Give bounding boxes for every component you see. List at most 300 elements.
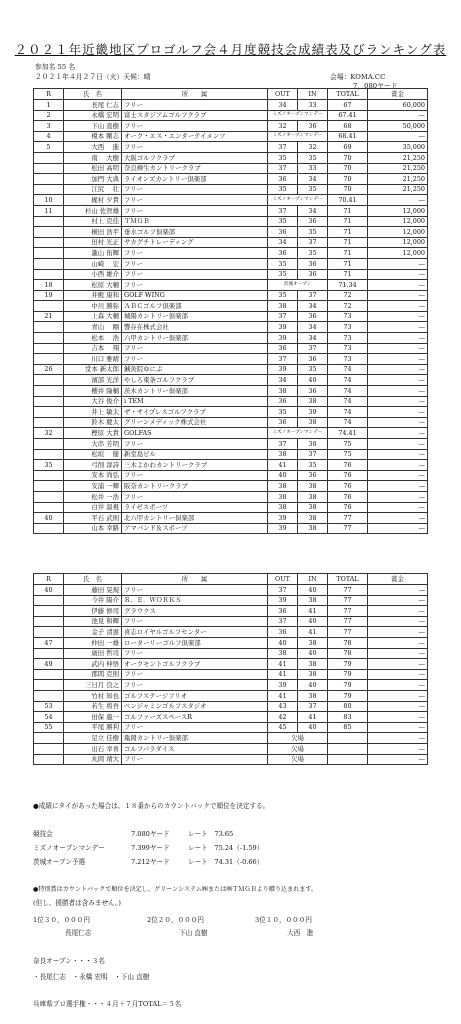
club-cell: 城陽カントリー倶楽部 [122,311,268,322]
total-cell: 79 [328,680,368,691]
total-cell: 73 [328,311,368,322]
rank-cell [34,184,64,195]
rank-cell: 18 [34,280,64,291]
out-score-cell: 39 [268,595,298,606]
player-name-cell: 三日月 良之 [64,680,122,691]
total-header: TOTAL [328,574,368,585]
prize-cell: — [368,701,428,712]
player-name-cell: 下山 直樹 [64,121,122,132]
rank-cell [34,227,64,238]
prize-cell: 12,000 [368,248,428,259]
table-row [34,121,428,132]
player-name-cell: 上森 大輔 [64,311,122,322]
prize-cell: — [368,502,428,513]
rank-cell [34,439,64,450]
total-cell: 74 [328,417,368,428]
player-name-cell: 廣田 哲司 [64,648,122,659]
total-cell: 85 [328,722,368,733]
club-cell: 阪奈カントリークラブ [122,481,268,492]
total-cell: 68.41 [328,131,368,142]
club-cell: フリー [122,669,268,680]
total-cell: 69 [328,142,368,153]
table-row [34,439,428,450]
total-cell: 68 [328,121,368,132]
total-cell: 80 [328,701,368,712]
rank-cell [34,216,64,227]
out-score-cell: 34 [268,237,298,248]
rank-cell [34,237,64,248]
out-score-cell: ミズノオープンマンデー [268,131,328,142]
rank-cell [34,616,64,627]
table-row [34,280,428,291]
rank-cell: 10 [34,195,64,206]
total-cell: 83 [328,712,368,723]
club-cell: 奈良柳生カントリークラブ [122,163,268,174]
rank-cell [34,523,64,534]
player-name-cell: 平石 武則 [64,513,122,524]
tiebreak-note: ●成績にタイがあった場合は、１８番からのカウントバックで順位を決定する。 [33,802,270,810]
prize-cell: — [368,343,428,354]
table-row [34,627,428,638]
player-name-cell: 堂本 新太郎 [64,364,122,375]
player-name-cell: 瀧山 侑輝 [64,248,122,259]
total-cell: 76 [328,481,368,492]
table-row [34,712,428,723]
table-row [34,523,428,534]
in-score-cell: 41 [298,606,328,617]
rank-cell: 53 [34,701,64,712]
prize-cell: 12,000 [368,216,428,227]
prize-cell: 21,250 [368,163,428,174]
table-row [34,237,428,248]
total-cell: 71 [328,258,368,269]
player-name-cell: 池見 和輝 [64,616,122,627]
table-row [34,449,428,460]
in-score-cell: 38 [298,502,328,513]
prize-cell: 12,000 [368,227,428,238]
in-score-cell: 37 [298,237,328,248]
prize-cell: 12,000 [368,237,428,248]
prize-cell: — [368,491,428,502]
in-score-cell: 37 [298,290,328,301]
rank-cell: 40 [34,585,64,596]
prize-cell: — [368,364,428,375]
player-name-cell: 小西 雄介 [64,269,122,280]
club-cell: フリー [122,248,268,259]
rank-cell: 5 [34,142,64,153]
total-cell: 67 [328,100,368,111]
prize-cell: — [368,743,428,754]
table-header [34,89,428,100]
in-score-cell: 34 [298,333,328,344]
prize-cell: — [368,659,428,670]
player-name-cell: 川口 雅晴 [64,354,122,365]
total-cell: 76 [328,491,368,502]
special-award-note: ●特別賞はカウントバックで順位を決定し、グリーンシステム㈱または㈱ＴＭＧＢより贈り込まれます。 [33,886,318,893]
player-name-cell: 松田 高明 [64,163,122,174]
total-cell: 73 [328,354,368,365]
rank-cell [34,680,64,691]
club-cell: 茨木カントリー倶楽部 [122,386,268,397]
prize-cell: — [368,322,428,333]
player-name-cell: 大西 進 [64,142,122,153]
rank-cell: 54 [34,712,64,723]
table-row [34,407,428,418]
prize-cell: 35,000 [368,142,428,153]
club-cell: i TEM [122,396,268,407]
total-cell: 77 [328,585,368,596]
player-name-cell: 榎本 剛志 [64,131,122,142]
total-cell: 77 [328,523,368,534]
club-cell: ローターリーゴルフ倶楽部 [122,637,268,648]
club-cell: ベンジャミンゴルフスタジオ [122,701,268,712]
award-third: 3位１０，０００円 [255,916,312,924]
total-cell: 74 [328,407,368,418]
table-row [34,216,428,227]
club-cell: GOLF WING [122,290,268,301]
rank-cell [34,690,64,701]
rank-cell [34,163,64,174]
table-row [34,616,428,627]
table-row [34,701,428,712]
table-row [34,301,428,312]
player-name-cell: 松原 大輔 [64,280,122,291]
total-cell: 77 [328,513,368,524]
prize-cell: — [368,754,428,765]
rating-rate-2: レート 75.24（-1.59） [188,844,264,852]
total-cell: 78 [328,648,368,659]
rank-cell [34,174,64,185]
rank-cell [34,754,64,765]
out-score-cell: 37 [268,354,298,365]
rank-cell: 1 [34,100,64,111]
player-name-cell: 平尾 勝利 [64,722,122,733]
special-award-caveat: (但し、援勝者は含みません。) [33,899,121,907]
name-header: 氏 名 [64,89,122,100]
club-cell: ＴＭＧＢ [122,216,268,227]
out-score-cell: 39 [268,523,298,534]
table-row [34,722,428,733]
in-score-cell: 34 [298,205,328,216]
club-cell: ライオンズカントリー倶楽部 [122,174,268,185]
table-row [34,100,428,111]
table-row [34,637,428,648]
player-name-cell: 丸岡 靖大 [64,754,122,765]
table-row [34,333,428,344]
prize-cell: — [368,396,428,407]
out-score-cell: 37 [268,616,298,627]
page-title: ２０２１年近畿地区プロゴルフ会４月度競技会成績表及びランキング表 [14,42,447,57]
in-score-cell: 36 [298,258,328,269]
total-cell: 71 [328,216,368,227]
out-score-cell: 37 [268,205,298,216]
player-name-cell: 安浦 一輝 [64,481,122,492]
club-cell: 垂水ゴルフ倶楽部 [122,227,268,238]
total-cell: 74 [328,364,368,375]
prize-cell: — [368,595,428,606]
in-score-cell: 欠場 [268,733,328,744]
in-score-cell: 36 [298,311,328,322]
total-cell: 71 [328,248,368,259]
rank-cell: 2 [34,110,64,121]
hyogo-championship: 兵庫県プロ選手権・・・４月＋７月TOTAL＝５名 [33,1000,182,1008]
out-score-cell: 39 [268,680,298,691]
player-name-cell: 鈴木 慶太 [64,417,122,428]
rank-cell [34,333,64,344]
out-score-cell: 43 [268,701,298,712]
rank-cell [34,743,64,754]
out-score-cell: 36 [268,174,298,185]
name-header: 氏 名 [64,574,122,585]
prize-cell: — [368,258,428,269]
table-row [34,470,428,481]
rating-yard-2: 7.399ヤード [131,844,170,852]
club-cell: オーク・エス・エンターテイメンツ [122,131,268,142]
in-score-cell: 40 [298,616,328,627]
in-score-cell: 35 [298,184,328,195]
out-score-cell: ミズノオープンマンデー [268,195,328,206]
in-score-cell: 38 [298,481,328,492]
rank-cell [34,375,64,386]
player-name-cell: 武内 伸悟 [64,659,122,670]
prize-cell: — [368,354,428,365]
table-row [34,258,428,269]
prize-cell: — [368,637,428,648]
total-cell: 74.41 [328,428,368,439]
table-row [34,269,428,280]
club-cell: グリーンメディック株式会社 [122,417,268,428]
club-cell: 喜志ロイヤルゴルフセンター [122,627,268,638]
prize-cell: — [368,616,428,627]
prize-cell: — [368,733,428,744]
prize-cell: — [368,606,428,617]
in-score-cell: 36 [298,354,328,365]
in-score-cell: 35 [298,460,328,471]
in-score-cell: 37 [298,449,328,460]
out-score-cell: 38 [268,502,298,513]
table-row [34,184,428,195]
total-cell: 78 [328,637,368,648]
rating-label-2: ミズノオープンマンデー [33,844,105,852]
club-cell: フリー [122,470,268,481]
out-score-cell: 茨城オープン [268,280,328,291]
out-score-cell: 37 [268,311,298,322]
prize-cell: — [368,481,428,492]
out-score-cell: 35 [268,184,298,195]
prize-cell: — [368,439,428,450]
prize-cell: — [368,460,428,471]
prize-cell: — [368,333,428,344]
rank-header: R [34,574,64,585]
table-row [34,754,428,765]
table-row [34,174,428,185]
player-name-cell: 弓削 淳詩 [64,460,122,471]
table-row [34,248,428,259]
in-score-cell: 33 [298,100,328,111]
table-row [34,428,428,439]
rank-cell: 11 [34,205,64,216]
winner-second: 下山 直樹 [179,929,208,937]
rank-cell: 49 [34,659,64,670]
club-cell: フリー [122,195,268,206]
total-cell: 77 [328,627,368,638]
rank-cell: 3 [34,121,64,132]
prize-cell: 50,000 [368,121,428,132]
player-name-cell: 梶村 夕貴 [64,195,122,206]
table-row [34,386,428,397]
prize-cell: — [368,195,428,206]
player-name-cell: 白井 温視 [64,502,122,513]
out-score-cell: 41 [268,659,298,670]
prize-cell: — [368,110,428,121]
prize-cell: — [368,269,428,280]
total-cell: 70 [328,184,368,195]
total-cell: 74 [328,396,368,407]
rating-label-3: 茨城オープン予選 [33,858,86,866]
club-cell: 鍼灸院ゆにぷ [122,364,268,375]
total-cell: 70 [328,174,368,185]
total-cell: 71 [328,227,368,238]
player-name-cell: 松井 一浩 [64,491,122,502]
prize-header: 賞金 [368,89,428,100]
in-score-cell: 38 [298,513,328,524]
table-header [34,574,428,585]
out-score-cell: 35 [268,269,298,280]
rank-cell [34,152,64,163]
rating-yard-1: 7.080ヤード [131,830,170,838]
player-name-cell: 横田 浩平 [64,227,122,238]
player-name-cell: 伊藤 修司 [64,606,122,617]
total-cell: 73 [328,322,368,333]
out-score-cell: 38 [268,386,298,397]
out-header: OUT [268,574,298,585]
total-cell: 70 [328,152,368,163]
in-score-cell: 34 [298,174,328,185]
in-score-cell: 38 [298,637,328,648]
in-score-cell: 38 [298,491,328,502]
out-score-cell: 41 [268,460,298,471]
in-score-cell: 38 [298,595,328,606]
table-row [34,743,428,754]
prize-cell: — [368,627,428,638]
rank-cell [34,481,64,492]
total-cell: 76 [328,502,368,513]
in-score-cell: 34 [298,301,328,312]
table-row [34,481,428,492]
club-header: 所 属 [122,574,268,585]
rank-cell [34,733,64,744]
club-cell: 三木よかわカントリークラブ [122,460,268,471]
award-first: 1位３０，０００円 [33,916,90,924]
player-name-cell: 今井 陽介 [64,595,122,606]
total-cell: 73 [328,343,368,354]
prize-cell: — [368,585,428,596]
table-row [34,491,428,502]
in-score-cell: 36 [298,216,328,227]
prize-header: 賞金 [368,574,428,585]
in-score-cell: 38 [298,669,328,680]
total-cell: 77 [328,606,368,617]
club-cell: サカグチトレーディング [122,237,268,248]
out-score-cell: 40 [268,637,298,648]
prize-cell: — [368,690,428,701]
club-cell: フリー [122,491,268,502]
rank-cell [34,502,64,513]
out-score-cell: 32 [268,121,298,132]
table-row [34,311,428,322]
club-cell: グラウクス [122,606,268,617]
club-cell: フリー [122,680,268,691]
club-cell: フリー [122,258,268,269]
player-name-cell: 永橋 宏明 [64,110,122,121]
total-cell: 75 [328,449,368,460]
club-cell: フリー [122,439,268,450]
rank-cell [34,248,64,259]
player-name-cell: 田保 龍一 [64,712,122,723]
club-cell: ＡＢＣゴルフ倶楽部 [122,301,268,312]
rank-cell: 21 [34,311,64,322]
prize-cell: — [368,449,428,460]
table-row [34,648,428,659]
in-score-cell: 欠場 [268,743,328,754]
out-score-cell: 45 [268,722,298,733]
player-name-cell: 村上 克佳 [64,216,122,227]
rank-cell [34,322,64,333]
prize-cell: — [368,669,428,680]
club-cell: フリー [122,585,268,596]
club-cell: ゴルフステージフリオ [122,690,268,701]
club-cell: フリー [122,205,268,216]
table-row [34,152,428,163]
total-cell: 72 [328,290,368,301]
rating-rate-1: レート 73.65 [188,830,234,838]
total-cell: 77 [328,616,368,627]
prize-cell: — [368,513,428,524]
table-row [34,690,428,701]
prize-cell: — [368,722,428,733]
in-score-cell: 40 [298,648,328,659]
out-score-cell: 39 [268,364,298,375]
club-cell: アマバンド＆スポーツ [122,523,268,534]
prize-cell: — [368,386,428,397]
player-name-cell: 長尾 仁志 [64,100,122,111]
rank-cell [34,343,64,354]
rank-cell: 35 [34,460,64,471]
in-header: IN [298,574,328,585]
club-cell: フリー [122,280,268,291]
club-cell: フリー [122,269,268,280]
participant-count: 参加名 55 名 [35,63,76,71]
in-score-cell: 40 [298,680,328,691]
player-name-cell: 松垣 健 [64,449,122,460]
player-name-cell: 大串 芳明 [64,439,122,450]
table-row [34,606,428,617]
prize-cell: — [368,301,428,312]
total-cell: 71 [328,205,368,216]
player-name-cell: 安本 尚弘 [64,470,122,481]
prize-cell: — [368,131,428,142]
total-cell: 76 [328,470,368,481]
table-row [34,502,428,513]
table-row [34,205,428,216]
club-cell: フリー [122,121,268,132]
player-name-cell: 仲田 一雄 [64,637,122,648]
prize-cell: — [368,680,428,691]
total-cell: 74 [328,386,368,397]
rank-header: R [34,89,64,100]
rank-cell: 40 [34,513,64,524]
player-name-cell: 若生 将吾 [64,701,122,712]
